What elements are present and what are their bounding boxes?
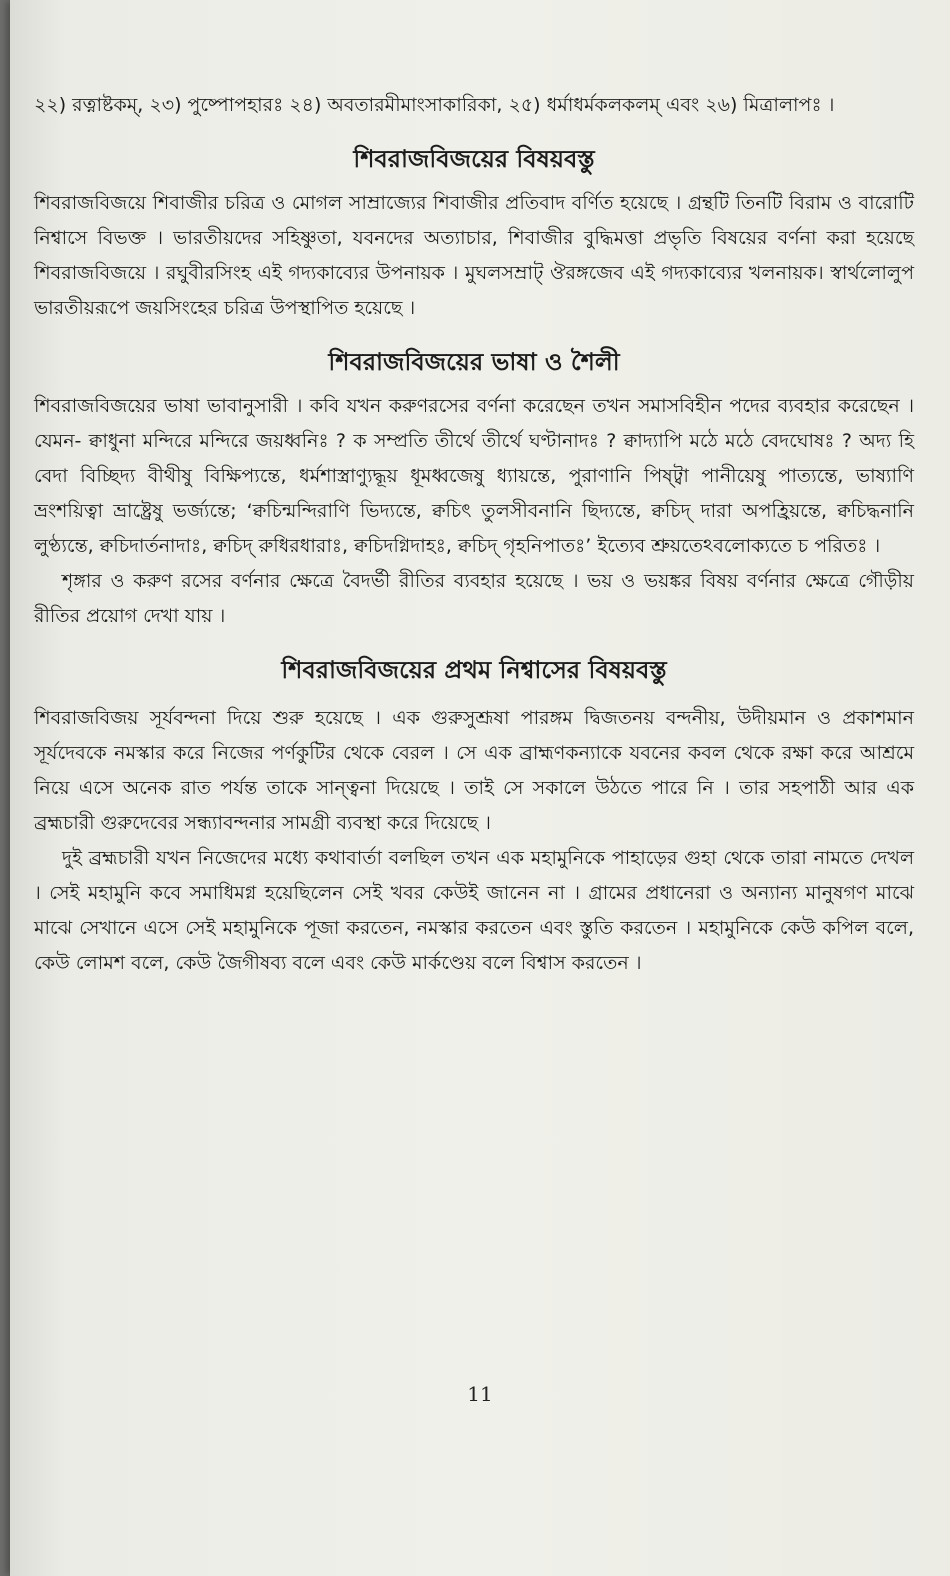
section-heading-content: শিবরাজবিজয়ের বিষয়বস্তু (353, 144, 595, 173)
page-number: 11 (467, 1382, 493, 1406)
intro-paragraph: ২২) রত্নাষ্টকম্‌, ২৩) পুষ্পোপহারঃ ২৪) অবতারমীমাংসাকারিকা, ২৫) ধর্মাধর্মকলকলম্‌ এবং ২৬) মিত্রালাপঃ । (34, 94, 835, 116)
section-heading-language-style: শিবরাজবিজয়ের ভাষা ও শৈলী (328, 347, 620, 376)
page-text (34, 88, 914, 981)
section-body-first-breath-2: দুই ব্রহ্মচারী যখন নিজেদের মধ্যে কথাবার্তা বলছিল তখন এক মহামুনিকে পাহাড়ের গুহা থেকে তারা নামতে দেখল । সেই মহামুনি কবে সমাধিমগ্ন হয়েছিলেন সেই খবর কেউই জানেন না । গ্রামের প্রধানেরা ও অন্যান্য মানুষগণ মাঝে মাঝে সেখানে এসে সেই মহামুনিকে পূজা করতেন, নমস্কার করতেন এবং স্তুতি করতেন । মহামুনিকে কেউ কপিল বলে, কেউ লোমশ বলে, কেউ জৈগীষব্য বলে এবং কেউ মার্কণ্ডেয় বলে বিশ্বাস করতেন । (34, 847, 914, 974)
section-body-first-breath: শিবরাজবিজয় সূর্যবন্দনা দিয়ে শুরু হয়েছে । এক গুরুসুশ্রূষা পারঙ্গম দ্বিজতনয় বন্দনীয়, উদীয়মান ও প্রকাশমান সূর্যদেবকে নমস্কার করে নিজের পর্ণকুটির থেকে বেরল । সে এক ব্রাহ্মণকন্যাকে যবনের কবল থেকে রক্ষা করে আশ্রমে নিয়ে এসে অনেক রাত পর্যন্ত তাকে সান্ত্বনা দিয়েছে । তাই সে সকালে উঠতে পারে নি । তার সহপাঠী আর এক ব্রহ্মচারী গুরুদেবের সন্ধ্যাবন্দনার সামগ্রী ব্যবস্থা করে দিয়েছে । (34, 707, 914, 834)
section-body-language-style: শিবরাজবিজয়ের ভাষা ভাবানুসারী । কবি যখন করুণরসের বর্ণনা করেছেন তখন সমাসবিহীন পদের ব্যবহার করেছেন । যেমন- ক্বাধুনা মন্দিরে মন্দিরে জয়ধ্বনিঃ ? ক সম্প্রতি তীর্থে তীর্থে ঘণ্টানাদঃ ? ক্বাদ্যাপি মঠে মঠে বেদঘোষঃ ? অদ্য হি বেদা বিচ্ছিদ্য বীথীষু বিক্ষিপ্যন্তে, ধর্মশাস্ত্রাণ্যুদ্ধূয় ধূমধ্বজেষু ধ্যায়ন্তে, পুরাণানি পিষ্ট্বা পানীয়েষু পাত্যন্তে, ভাষ্যাণি ভ্রংশয়িত্বা ভ্রাষ্ট্রেষু ভর্জ্যন্তে; ‘ক্বচিন্মন্দিরাণি ভিদ্যন্তে, ক্বচিৎ তুলসীবনানি ছিদ্যন্তে, ক্বচিদ্‌ দারা অপহ্রিয়ন্তে, ক্বচিদ্ধনানি লুণ্ঠ্যন্তে, ক্বচিদার্তনাদাঃ, ক্বচিদ্‌ রুধিরধারাঃ, ক্বচিদগ্নিদাহঃ, ক্বচিদ্‌ গৃহনিপাতঃ’ ইত্যেব শ্রুয়তেঽবলোক্যতে চ পরিতঃ । (34, 395, 914, 557)
section-body-content: শিবরাজবিজয়ে শিবাজীর চরিত্র ও মোগল সাম্রাজ্যের শিবাজীর প্রতিবাদ বর্ণিত হয়েছে । গ্রন্থটি তিনটি বিরাম ও বারোটি নিশ্বাসে বিভক্ত । ভারতীয়দের সহিষ্ণুতা, যবনদের অত্যাচার, শিবাজীর বুদ্ধিমত্তা প্রভৃতি বিষয়ের বর্ণনা করা হয়েছে শিবরাজবিজয়ে । রঘুবীরসিংহ এই গদ্যকাব্যের উপনায়ক । মুঘলসম্রাট্‌ ঔরঙ্গজেব এই গদ্যকাব্যের খলনায়ক। স্বার্থলোলুপ ভারতীয়রূপে জয়সিংহের চরিত্র উপস্থাপিত হয়েছে । (34, 192, 914, 319)
section-heading-first-breath: শিবরাজবিজয়ের প্রথম নিশ্বাসের বিষয়বস্তু (281, 655, 667, 684)
book-page (10, 0, 950, 1576)
section-body-language-style-2: শৃঙ্গার ও করুণ রসের বর্ণনার ক্ষেত্রে বৈদর্ভী রীতির ব্যবহার হয়েছে । ভয় ও ভয়ঙ্কর বিষয় বর্ণনার ক্ষেত্রে গৌড়ীয় রীতির প্রয়োগ দেখা যায় । (34, 570, 914, 627)
